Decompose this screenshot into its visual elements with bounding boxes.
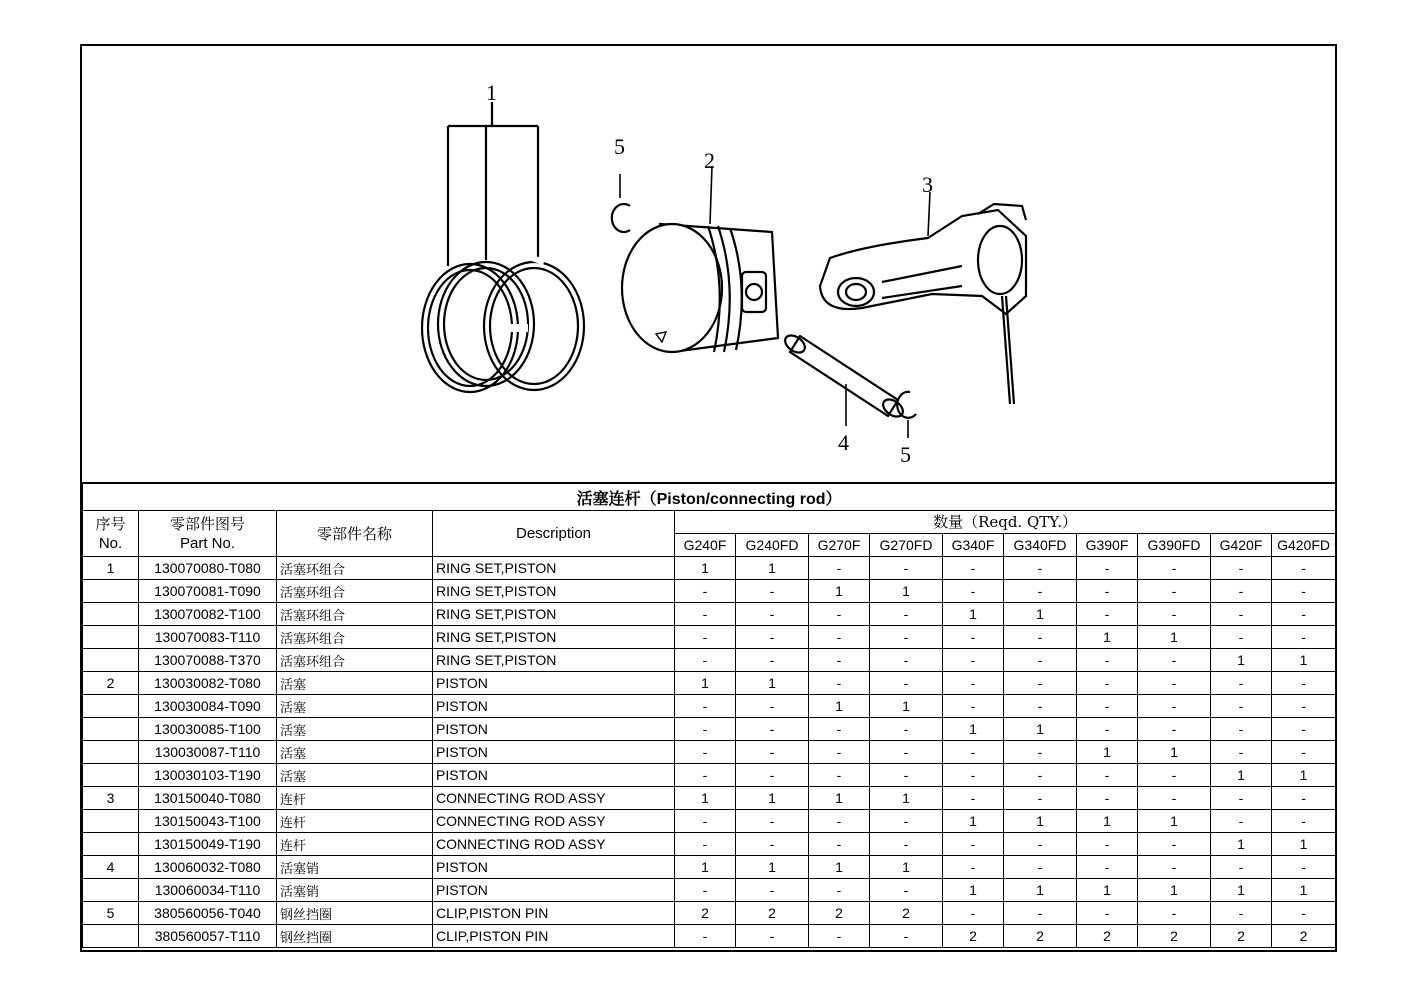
cell-qty: - [943,856,1004,879]
cell-qty: - [675,580,736,603]
cell-part-no: 130030082-T080 [139,672,277,695]
cell-qty: 1 [736,856,809,879]
model-header-g270fd: G270FD [870,534,943,557]
cell-qty: - [1077,856,1138,879]
cell-qty: 1 [943,603,1004,626]
cell-name-cn: 活塞 [277,718,433,741]
cell-qty: 2 [1211,925,1272,948]
cell-name-cn: 连杆 [277,833,433,856]
table-row [83,764,1336,787]
cell-name-cn: 活塞环组合 [277,626,433,649]
cell-qty: - [1211,902,1272,925]
cell-name-cn: 连杆 [277,810,433,833]
callout-2: 2 [704,148,715,173]
cell-qty: - [1211,580,1272,603]
cell-qty: - [870,764,943,787]
cell-qty: 1 [1004,879,1077,902]
cell-qty: - [736,649,809,672]
table-row [83,580,1336,603]
cell-qty: - [1211,626,1272,649]
cell-qty: - [675,925,736,948]
cell-qty: - [1138,603,1211,626]
table-row [83,557,1336,580]
header-no-en: No. [98,534,123,552]
cell-qty: 1 [736,787,809,810]
cell-name-cn: 活塞 [277,741,433,764]
cell-qty: 1 [1138,810,1211,833]
cell-qty: - [943,695,1004,718]
cell-qty: - [809,833,870,856]
cell-qty: 1 [870,580,943,603]
cell-part-no: 130070081-T090 [139,580,277,603]
cell-qty: - [1004,626,1077,649]
cell-qty: - [736,695,809,718]
table-row [83,649,1336,672]
cell-qty: - [675,626,736,649]
table-row [83,718,1336,741]
cell-qty: - [736,741,809,764]
cell-qty: 1 [1211,833,1272,856]
cell-qty: - [1272,741,1336,764]
cell-qty: - [809,718,870,741]
cell-qty: - [736,626,809,649]
table-row [83,925,1336,948]
cell-qty: 1 [1211,764,1272,787]
cell-qty: 1 [1077,879,1138,902]
cell-qty: - [736,925,809,948]
cell-qty: - [736,833,809,856]
cell-qty: 2 [1138,925,1211,948]
cell-no [83,626,139,649]
cell-description: PISTON [433,764,675,787]
cell-description: RING SET,PISTON [433,649,675,672]
header-qty-label: 数量（Reqd. QTY.） [933,513,1078,531]
cell-description: PISTON [433,672,675,695]
cell-qty: 1 [1272,649,1336,672]
cell-no: 2 [83,672,139,695]
cell-qty: 1 [1272,879,1336,902]
cell-no [83,741,139,764]
cell-qty: 1 [1272,764,1336,787]
cell-part-no: 130070083-T110 [139,626,277,649]
cell-qty: - [1211,557,1272,580]
cell-qty: 2 [736,902,809,925]
cell-name-cn: 活塞销 [277,879,433,902]
cell-qty: 1 [1272,833,1336,856]
header-part-no [139,511,277,557]
cell-description: CLIP,PISTON PIN [433,902,675,925]
header-description: Description [433,511,675,557]
cell-name-cn: 活塞 [277,672,433,695]
cell-qty: - [809,810,870,833]
cell-qty: 1 [736,557,809,580]
cell-qty: - [1077,672,1138,695]
cell-qty: 2 [1004,925,1077,948]
cell-qty: - [1138,672,1211,695]
cell-qty: - [1004,833,1077,856]
cell-part-no: 130030084-T090 [139,695,277,718]
piston-part [622,166,778,352]
cell-part-no: 130070080-T080 [139,557,277,580]
cell-qty: - [1272,902,1336,925]
table-row [83,856,1336,879]
cell-qty: 1 [1077,810,1138,833]
cell-no [83,879,139,902]
cell-qty: 1 [943,810,1004,833]
cell-qty: 1 [1077,626,1138,649]
cell-description: CLIP,PISTON PIN [433,925,675,948]
cell-qty: - [1272,787,1336,810]
cell-qty: - [1077,557,1138,580]
cell-qty: 1 [1004,603,1077,626]
cell-qty: - [943,557,1004,580]
table-row [83,787,1336,810]
cell-qty: - [1077,718,1138,741]
cell-qty: - [809,764,870,787]
cell-no [83,810,139,833]
cell-qty: - [736,580,809,603]
cell-qty: 1 [675,557,736,580]
model-header-g390fd: G390FD [1138,534,1211,557]
cell-qty: - [1211,856,1272,879]
cell-qty: - [1272,603,1336,626]
cell-qty: - [1004,557,1077,580]
cell-qty: - [1077,787,1138,810]
cell-qty: - [1004,787,1077,810]
cell-part-no: 380560056-T040 [139,902,277,925]
header-no-cn: 序号 [95,514,126,533]
cell-qty: - [870,603,943,626]
cell-qty: - [1138,557,1211,580]
cell-qty: - [809,672,870,695]
cell-qty: - [1138,580,1211,603]
cell-qty: 2 [870,902,943,925]
cell-qty: - [809,626,870,649]
cell-name-cn: 活塞环组合 [277,557,433,580]
cell-name-cn: 活塞环组合 [277,580,433,603]
cell-qty: - [1004,764,1077,787]
table-row [83,902,1336,925]
cell-part-no: 130150043-T100 [139,810,277,833]
cell-qty: 1 [675,672,736,695]
callout-1-leader [448,102,538,266]
cell-qty: - [1138,833,1211,856]
cell-qty: 1 [736,672,809,695]
header-name-cn: 零部件名称 [316,524,392,543]
cell-qty: 1 [1077,741,1138,764]
cell-qty: - [1077,764,1138,787]
cell-name-cn: 活塞 [277,695,433,718]
model-header-g390f: G390F [1077,534,1138,557]
cell-qty: - [1272,856,1336,879]
model-header-g240f: G240F [675,534,736,557]
cell-qty: - [943,833,1004,856]
cell-qty: 2 [675,902,736,925]
cell-qty: - [675,603,736,626]
cell-qty: - [943,787,1004,810]
cell-qty: - [1211,718,1272,741]
cell-description: RING SET,PISTON [433,603,675,626]
cell-description: PISTON [433,718,675,741]
callout-5-upper: 5 [614,134,625,159]
cell-qty: - [1211,741,1272,764]
cell-no: 3 [83,787,139,810]
cell-description: CONNECTING ROD ASSY [433,833,675,856]
cell-part-no: 130070082-T100 [139,603,277,626]
cell-qty: - [809,741,870,764]
cell-part-no: 130030087-T110 [139,741,277,764]
cell-qty: - [870,741,943,764]
table-row [83,603,1336,626]
cell-description: CONNECTING ROD ASSY [433,810,675,833]
cell-qty: 1 [809,856,870,879]
cell-qty: 1 [809,787,870,810]
cell-qty: - [943,672,1004,695]
model-header-g340f: G340F [943,534,1004,557]
cell-part-no: 130060032-T080 [139,856,277,879]
cell-qty: - [1211,810,1272,833]
cell-part-no: 130150049-T190 [139,833,277,856]
cell-qty: - [1138,787,1211,810]
cell-qty: - [1077,695,1138,718]
cell-qty: - [675,833,736,856]
cell-qty: - [870,879,943,902]
cell-qty: - [675,741,736,764]
cell-part-no: 130030085-T100 [139,718,277,741]
model-header-g420f: G420F [1211,534,1272,557]
cell-qty: - [809,557,870,580]
cell-no [83,649,139,672]
table-row [83,672,1336,695]
cell-qty: - [1272,718,1336,741]
model-header-g240fd: G240FD [736,534,809,557]
cell-qty: 1 [809,580,870,603]
cell-qty: - [675,879,736,902]
cell-qty: - [809,879,870,902]
piston-ring-set-part [422,258,584,392]
cell-qty: - [1138,649,1211,672]
cell-name-cn: 钢丝挡圈 [277,902,433,925]
cell-qty: - [1077,580,1138,603]
cell-qty: - [1004,672,1077,695]
cell-part-no: 130070088-T370 [139,649,277,672]
cell-qty: - [870,925,943,948]
table-row [83,626,1336,649]
cell-qty: - [736,603,809,626]
cell-description: RING SET,PISTON [433,557,675,580]
cell-qty: - [943,902,1004,925]
cell-qty: - [1272,557,1336,580]
callout-1: 1 [486,80,497,105]
cell-qty: - [1138,764,1211,787]
cell-part-no: 130150040-T080 [139,787,277,810]
cell-qty: - [943,580,1004,603]
cell-qty: - [1077,833,1138,856]
parts-table [82,482,1336,948]
cell-qty: 1 [809,695,870,718]
cell-qty: - [1138,902,1211,925]
cell-no: 4 [83,856,139,879]
cell-qty: 1 [943,718,1004,741]
cell-no [83,603,139,626]
exploded-view-drawing [82,46,1335,482]
cell-qty: - [675,695,736,718]
cell-qty: - [736,764,809,787]
model-header-g340fd: G340FD [1004,534,1077,557]
header-part-cn: 零部件图号 [169,514,245,533]
cell-qty: 1 [870,787,943,810]
cell-no [83,764,139,787]
parts-sheet [80,44,1337,952]
cell-name-cn: 连杆 [277,787,433,810]
cell-qty: - [1272,626,1336,649]
cell-part-no: 380560057-T110 [139,925,277,948]
table-row [83,833,1336,856]
header-part-en: Part No. [179,534,236,552]
cell-name-cn: 活塞环组合 [277,649,433,672]
cell-qty: - [1077,649,1138,672]
cell-description: PISTON [433,695,675,718]
cell-name-cn: 钢丝挡圈 [277,925,433,948]
cell-name-cn: 活塞环组合 [277,603,433,626]
cell-qty: - [1272,580,1336,603]
cell-qty: 2 [809,902,870,925]
cell-qty: - [736,718,809,741]
cell-qty: - [675,649,736,672]
cell-qty: - [1138,856,1211,879]
cell-qty: - [943,764,1004,787]
cell-qty: - [1211,787,1272,810]
cell-no: 5 [83,902,139,925]
cell-qty: - [870,672,943,695]
cell-description: PISTON [433,879,675,902]
cell-qty: 1 [1211,879,1272,902]
callout-3: 3 [922,172,933,197]
cell-description: RING SET,PISTON [433,580,675,603]
cell-qty: - [675,810,736,833]
cell-qty: - [943,626,1004,649]
cell-qty: 1 [1138,626,1211,649]
callout-4: 4 [838,430,849,455]
cell-qty: - [1272,810,1336,833]
cell-name-cn: 活塞 [277,764,433,787]
piston-pin-part [782,332,906,426]
cell-qty: 1 [1004,810,1077,833]
cell-qty: - [1272,672,1336,695]
cell-qty: - [736,810,809,833]
cell-qty: - [736,879,809,902]
table-row [83,810,1336,833]
cell-no: 1 [83,557,139,580]
cell-qty: - [943,649,1004,672]
cell-qty: - [1004,695,1077,718]
cell-qty: 1 [1004,718,1077,741]
cell-qty: 2 [1272,925,1336,948]
cell-qty: 1 [1138,879,1211,902]
cell-qty: - [870,649,943,672]
cell-qty: 1 [675,856,736,879]
cell-qty: - [1138,718,1211,741]
cell-qty: - [1004,580,1077,603]
cell-qty: - [1211,603,1272,626]
cell-description: PISTON [433,741,675,764]
cell-qty: - [870,557,943,580]
cell-qty: 1 [943,879,1004,902]
cell-qty: - [675,718,736,741]
cell-description: PISTON [433,856,675,879]
cell-qty: 1 [870,856,943,879]
exploded-diagram [82,46,1335,482]
cell-qty: 1 [1138,741,1211,764]
cell-qty: - [1004,741,1077,764]
cell-qty: 2 [943,925,1004,948]
cell-no [83,925,139,948]
cell-description: RING SET,PISTON [433,626,675,649]
cell-qty: - [870,626,943,649]
cell-qty: - [1004,856,1077,879]
cell-no [83,580,139,603]
table-row [83,741,1336,764]
callout-5-lower: 5 [900,442,911,467]
cell-qty: - [809,925,870,948]
table-title: 活塞连杆（Piston/connecting rod） [83,483,1336,511]
header-no [83,511,139,557]
cell-no [83,833,139,856]
cell-qty: 1 [1211,649,1272,672]
cell-qty: - [943,741,1004,764]
cell-no [83,718,139,741]
cell-part-no: 130060034-T110 [139,879,277,902]
cell-qty: - [675,764,736,787]
cell-qty: - [870,833,943,856]
model-header-g270f: G270F [809,534,870,557]
cell-qty: - [870,718,943,741]
cell-qty: - [1077,902,1138,925]
cell-qty: - [1004,649,1077,672]
model-header-g420fd: G420FD [1272,534,1336,557]
table-row [83,695,1336,718]
cell-qty: - [809,603,870,626]
cell-qty: - [1077,603,1138,626]
cell-qty: - [1004,902,1077,925]
cell-qty: - [1272,695,1336,718]
cell-qty: 2 [1077,925,1138,948]
cell-description: CONNECTING ROD ASSY [433,787,675,810]
cell-qty: - [1211,672,1272,695]
header-qty [675,511,1336,534]
cell-no [83,695,139,718]
cell-name-cn: 活塞销 [277,856,433,879]
cell-qty: - [870,810,943,833]
cell-qty: - [1211,695,1272,718]
table-row [83,879,1336,902]
cell-qty: 1 [870,695,943,718]
cell-qty: - [809,649,870,672]
header-name [277,511,433,557]
cell-part-no: 130030103-T190 [139,764,277,787]
cell-qty: 1 [675,787,736,810]
cell-qty: - [1138,695,1211,718]
